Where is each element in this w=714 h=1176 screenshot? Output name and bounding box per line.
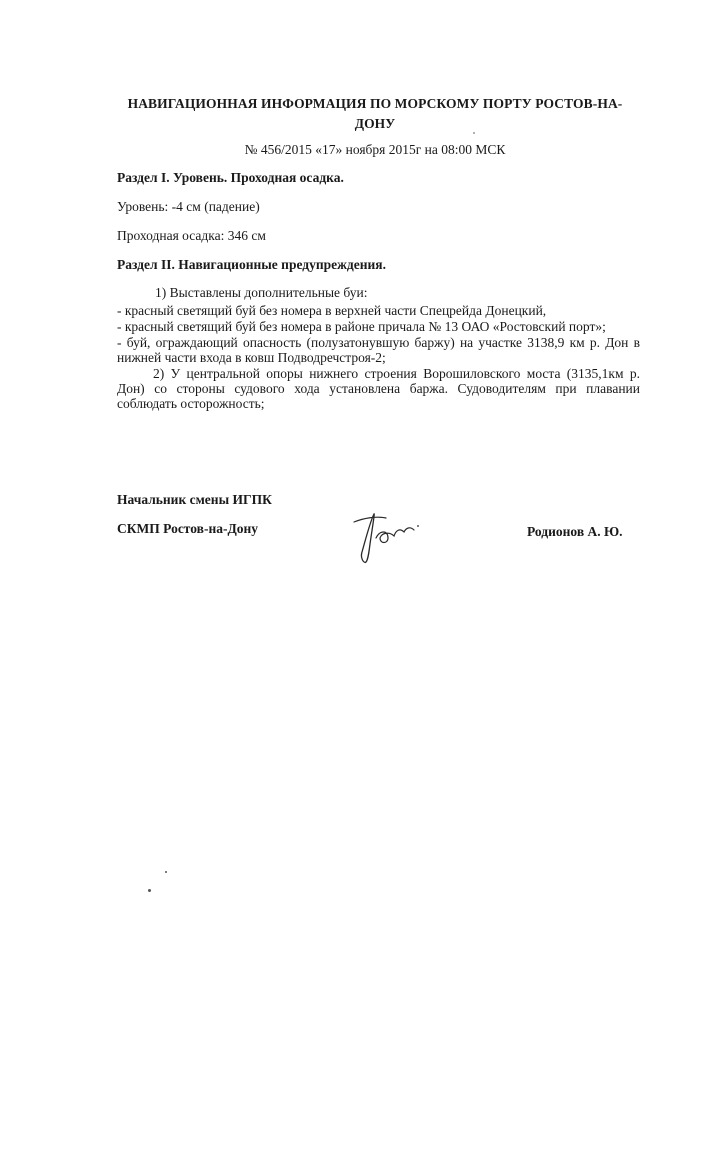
item-1-intro: 1) Выставлены дополнительные буи: [155,285,368,300]
scan-speck [148,889,151,892]
document-title: НАВИГАЦИОННАЯ ИНФОРМАЦИЯ ПО МОРСКОМУ ПОРТУ РОСТОВ-НА-ДОНУ [127,96,623,131]
section-1-heading: Раздел I. Уровень. Проходная осадка. [117,170,344,185]
signatory-position-line-2: СКМП Ростов-на-Дону [117,521,259,536]
passage-draft-line: Проходная осадка: 346 см [117,228,266,243]
signatory-name: Родионов А. Ю. [527,524,623,539]
document-number-line: № 456/2015 «17» ноября 2015г на 08:00 МСК [244,142,506,157]
item-2-paragraph: 2) У центральной опоры нижнего строения Ворошиловского моста (3135,1км р. Дон) со стороны судового хода установлена баржа. Судоводителям при плавании соблюдать осторожность; [117,366,640,411]
scan-speck [473,132,475,134]
buoy-bullet-3: - буй, ограждающий опасность (полузатонувшую баржу) на участке 3138,9 км р. Дон в нижней части входа в ковш Подводречстроя-2; [117,335,640,365]
handwritten-signature [348,508,420,566]
buoy-bullet-2: - красный светящий буй без номера в районе причала № 13 ОАО «Ростовский порт»; [117,319,606,334]
water-level-line: Уровень: -4 см (падение) [117,199,260,214]
scan-speck [165,871,167,873]
section-2-heading: Раздел II. Навигационные предупреждения. [117,257,386,272]
signatory-position-line-1: Начальник смены ИГПК [117,492,272,507]
buoy-bullet-1: - красный светящий буй без номера в верхней части Спецрейда Донецкий, [117,303,547,318]
